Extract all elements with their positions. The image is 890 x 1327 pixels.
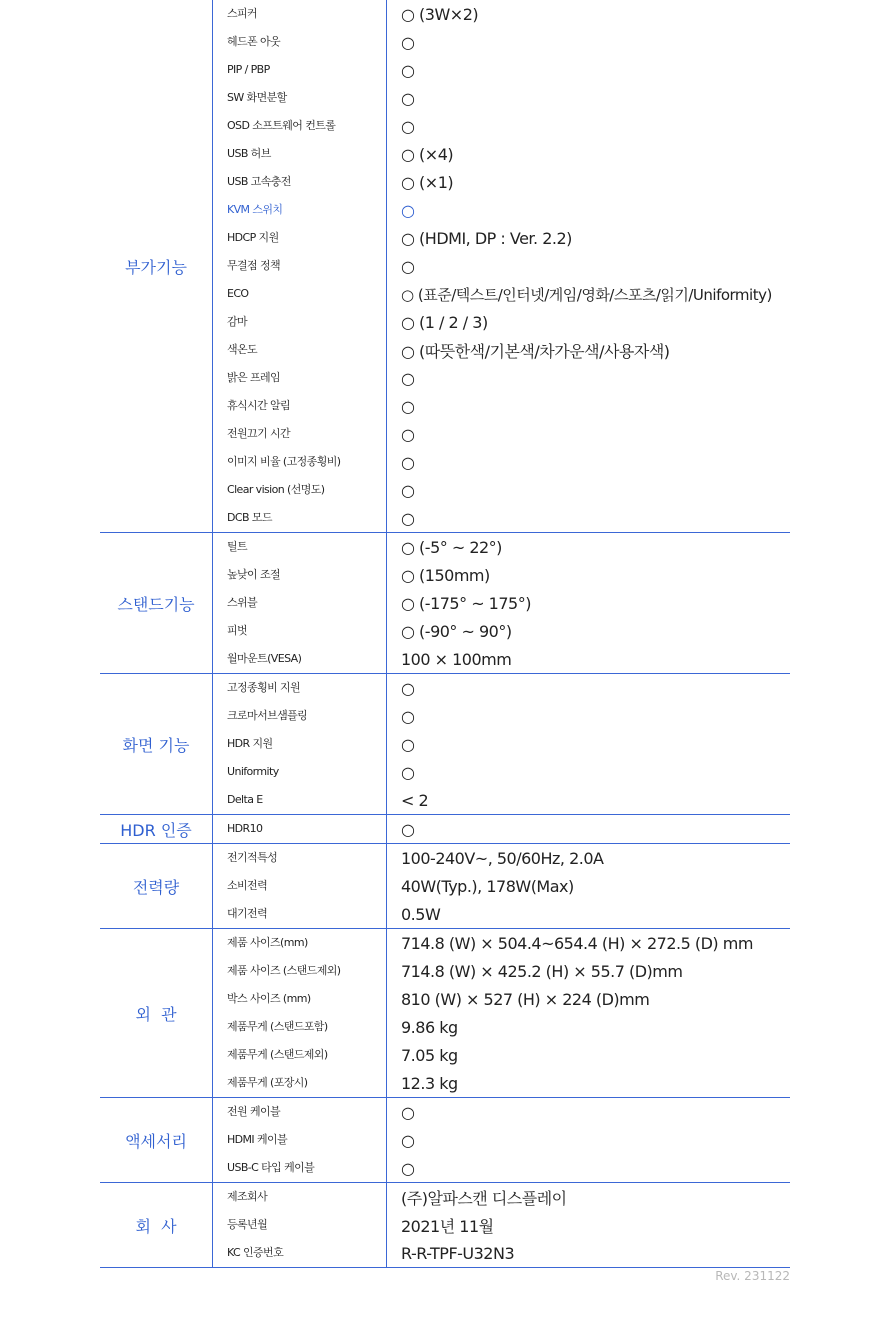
spec-row — [213, 1154, 790, 1182]
spec-table — [100, 0, 790, 1268]
spec-section — [100, 929, 790, 1098]
spec-row — [213, 645, 790, 673]
spec-value: 12.3 kg — [401, 1073, 458, 1093]
spec-row — [213, 786, 790, 814]
spec-label: ECO — [213, 280, 387, 308]
spec-section — [100, 1098, 790, 1183]
spec-row — [213, 1183, 790, 1211]
section-category: 외 관 — [100, 929, 213, 1097]
section-rows — [213, 815, 790, 843]
spec-value: ○ — [401, 1158, 415, 1178]
spec-row — [213, 617, 790, 645]
spec-section — [100, 815, 790, 844]
spec-label: 전원 케이블 — [213, 1098, 387, 1126]
spec-value: R-R-TPF-U32N3 — [401, 1243, 515, 1263]
spec-value: ○ (3W×2) — [401, 4, 479, 24]
spec-label: 헤드폰 아웃 — [213, 28, 387, 56]
spec-label: SW 화면분할 — [213, 84, 387, 112]
spec-label: 색온도 — [213, 336, 387, 364]
spec-label: 전원끄기 시간 — [213, 420, 387, 448]
spec-value: ○ (-90° ~ 90°) — [401, 621, 512, 641]
spec-label: 피벗 — [213, 617, 387, 645]
spec-value: ○ — [401, 424, 415, 444]
spec-value: ○ — [401, 32, 415, 52]
spec-label: Delta E — [213, 786, 387, 814]
spec-row — [213, 0, 790, 28]
spec-label: 제품무게 (스탠드포함) — [213, 1013, 387, 1041]
spec-value: ○ (1 / 2 / 3) — [401, 312, 488, 332]
spec-label: 무결점 정책 — [213, 252, 387, 280]
section-rows — [213, 1098, 790, 1182]
spec-row — [213, 1069, 790, 1097]
spec-value: (주)알파스캔 디스플레이 — [401, 1188, 567, 1208]
spec-row — [213, 702, 790, 730]
spec-value: ○ (-5° ~ 22°) — [401, 537, 502, 557]
spec-label: 제품무게 (스탠드제외) — [213, 1041, 387, 1069]
spec-row — [213, 476, 790, 504]
spec-value: 810 (W) × 527 (H) × 224 (D)mm — [401, 989, 650, 1009]
spec-section — [100, 844, 790, 929]
spec-section — [100, 0, 790, 533]
spec-label: 대기전력 — [213, 900, 387, 928]
spec-label: Uniformity — [213, 758, 387, 786]
spec-value: ○ — [401, 1130, 415, 1150]
section-rows — [213, 533, 790, 673]
spec-value: ○ — [401, 508, 415, 528]
spec-value: ○ — [401, 200, 415, 220]
spec-row — [213, 533, 790, 561]
spec-value: ○ (HDMI, DP : Ver. 2.2) — [401, 228, 572, 248]
spec-label: 밝은 프레임 — [213, 364, 387, 392]
spec-row — [213, 1126, 790, 1154]
spec-label: Clear vision (선명도) — [213, 476, 387, 504]
spec-row — [213, 252, 790, 280]
spec-row — [213, 84, 790, 112]
spec-row — [213, 196, 790, 224]
spec-row — [213, 392, 790, 420]
spec-label: 제조회사 — [213, 1183, 387, 1211]
spec-value: ○ — [401, 480, 415, 500]
spec-row — [213, 674, 790, 702]
spec-value: ○ — [401, 116, 415, 136]
section-category: 전력량 — [100, 844, 213, 928]
section-rows — [213, 844, 790, 928]
spec-label: 제품 사이즈 (스탠드제외) — [213, 957, 387, 985]
section-rows — [213, 1183, 790, 1267]
spec-row — [213, 448, 790, 476]
spec-label: 감마 — [213, 308, 387, 336]
section-rows — [213, 0, 790, 532]
spec-label: 고정종횡비 지원 — [213, 674, 387, 702]
spec-value: 714.8 (W) × 425.2 (H) × 55.7 (D)mm — [401, 961, 683, 981]
spec-value: ○ — [401, 396, 415, 416]
spec-value: ○ — [401, 452, 415, 472]
spec-value: ○ — [401, 706, 415, 726]
spec-value: ○ — [401, 368, 415, 388]
spec-row — [213, 420, 790, 448]
spec-row — [213, 872, 790, 900]
spec-label: 휴식시간 알림 — [213, 392, 387, 420]
section-rows — [213, 929, 790, 1097]
spec-label: USB 고속충전 — [213, 168, 387, 196]
spec-value: 7.05 kg — [401, 1045, 458, 1065]
spec-label: USB-C 타입 케이블 — [213, 1154, 387, 1182]
spec-value: ○ — [401, 1102, 415, 1122]
spec-row — [213, 28, 790, 56]
spec-row — [213, 589, 790, 617]
spec-label: HDCP 지원 — [213, 224, 387, 252]
spec-label: HDR10 — [213, 815, 387, 843]
spec-value: 40W(Typ.), 178W(Max) — [401, 876, 574, 896]
section-category: 부가기능 — [100, 0, 213, 532]
spec-value: ○ (×4) — [401, 144, 454, 164]
spec-value: 714.8 (W) × 504.4~654.4 (H) × 272.5 (D) mm — [401, 933, 753, 953]
spec-row — [213, 1239, 790, 1267]
spec-label: DCB 모드 — [213, 504, 387, 532]
spec-row — [213, 168, 790, 196]
spec-label: 소비전력 — [213, 872, 387, 900]
spec-value: ○ — [401, 256, 415, 276]
spec-value: ○ (표준/텍스트/인터넷/게임/영화/스포츠/읽기/Uniformity) — [401, 285, 772, 304]
section-category: 액세서리 — [100, 1098, 213, 1182]
spec-row — [213, 758, 790, 786]
spec-row — [213, 56, 790, 84]
spec-row — [213, 957, 790, 985]
spec-label: 스피커 — [213, 0, 387, 28]
spec-row — [213, 1013, 790, 1041]
spec-value: ○ — [401, 88, 415, 108]
revision-label: Rev. 231122 — [715, 1269, 790, 1283]
section-rows — [213, 674, 790, 814]
spec-label: 높낮이 조절 — [213, 561, 387, 589]
spec-row — [213, 1211, 790, 1239]
spec-value: 0.5W — [401, 904, 441, 924]
spec-label: KVM 스위치 — [213, 196, 387, 224]
spec-section — [100, 533, 790, 674]
section-category: 화면 기능 — [100, 674, 213, 814]
section-category: HDR 인증 — [100, 815, 213, 843]
spec-row — [213, 985, 790, 1013]
spec-value: ○ — [401, 734, 415, 754]
spec-label: 월마운트(VESA) — [213, 645, 387, 673]
spec-row — [213, 504, 790, 532]
spec-label: 틸트 — [213, 533, 387, 561]
spec-label: 등록년월 — [213, 1211, 387, 1239]
spec-label: 제품무게 (포장시) — [213, 1069, 387, 1097]
spec-row — [213, 815, 790, 843]
spec-label: KC 인증번호 — [213, 1239, 387, 1267]
spec-value: 9.86 kg — [401, 1017, 458, 1037]
spec-label: 제품 사이즈(mm) — [213, 929, 387, 957]
spec-section — [100, 674, 790, 815]
spec-row — [213, 730, 790, 758]
spec-value: ○ — [401, 819, 415, 839]
section-category: 스탠드기능 — [100, 533, 213, 673]
spec-value: ○ (×1) — [401, 172, 454, 192]
spec-row — [213, 900, 790, 928]
spec-row — [213, 224, 790, 252]
spec-value: 100-240V~, 50/60Hz, 2.0A — [401, 848, 604, 868]
spec-value: ○ — [401, 678, 415, 698]
spec-label: OSD 소프트웨어 컨트롤 — [213, 112, 387, 140]
spec-label: 전기적특성 — [213, 844, 387, 872]
spec-label: PIP / PBP — [213, 56, 387, 84]
spec-label: 스위블 — [213, 589, 387, 617]
spec-value: 2021년 11월 — [401, 1216, 494, 1236]
spec-row — [213, 1098, 790, 1126]
spec-value: 100 × 100mm — [401, 649, 512, 669]
section-category: 회 사 — [100, 1183, 213, 1267]
spec-row — [213, 308, 790, 336]
spec-value: ○ (따뜻한색/기본색/차가운색/사용자색) — [401, 341, 670, 361]
spec-label: 이미지 비율 (고정종횡비) — [213, 448, 387, 476]
spec-value: < 2 — [401, 790, 429, 810]
spec-row — [213, 561, 790, 589]
spec-label: USB 허브 — [213, 140, 387, 168]
spec-label: 크로마서브샘플링 — [213, 702, 387, 730]
spec-value: ○ — [401, 762, 415, 782]
spec-row — [213, 1041, 790, 1069]
spec-label: HDR 지원 — [213, 730, 387, 758]
spec-row — [213, 280, 790, 308]
spec-row — [213, 112, 790, 140]
spec-value: ○ (-175° ~ 175°) — [401, 593, 531, 613]
spec-row — [213, 844, 790, 872]
spec-value: ○ — [401, 60, 415, 80]
spec-section — [100, 1183, 790, 1268]
spec-label: 박스 사이즈 (mm) — [213, 985, 387, 1013]
spec-row — [213, 929, 790, 957]
spec-label: HDMI 케이블 — [213, 1126, 387, 1154]
spec-value: ○ (150mm) — [401, 565, 490, 585]
spec-row — [213, 364, 790, 392]
spec-row — [213, 140, 790, 168]
spec-row — [213, 336, 790, 364]
